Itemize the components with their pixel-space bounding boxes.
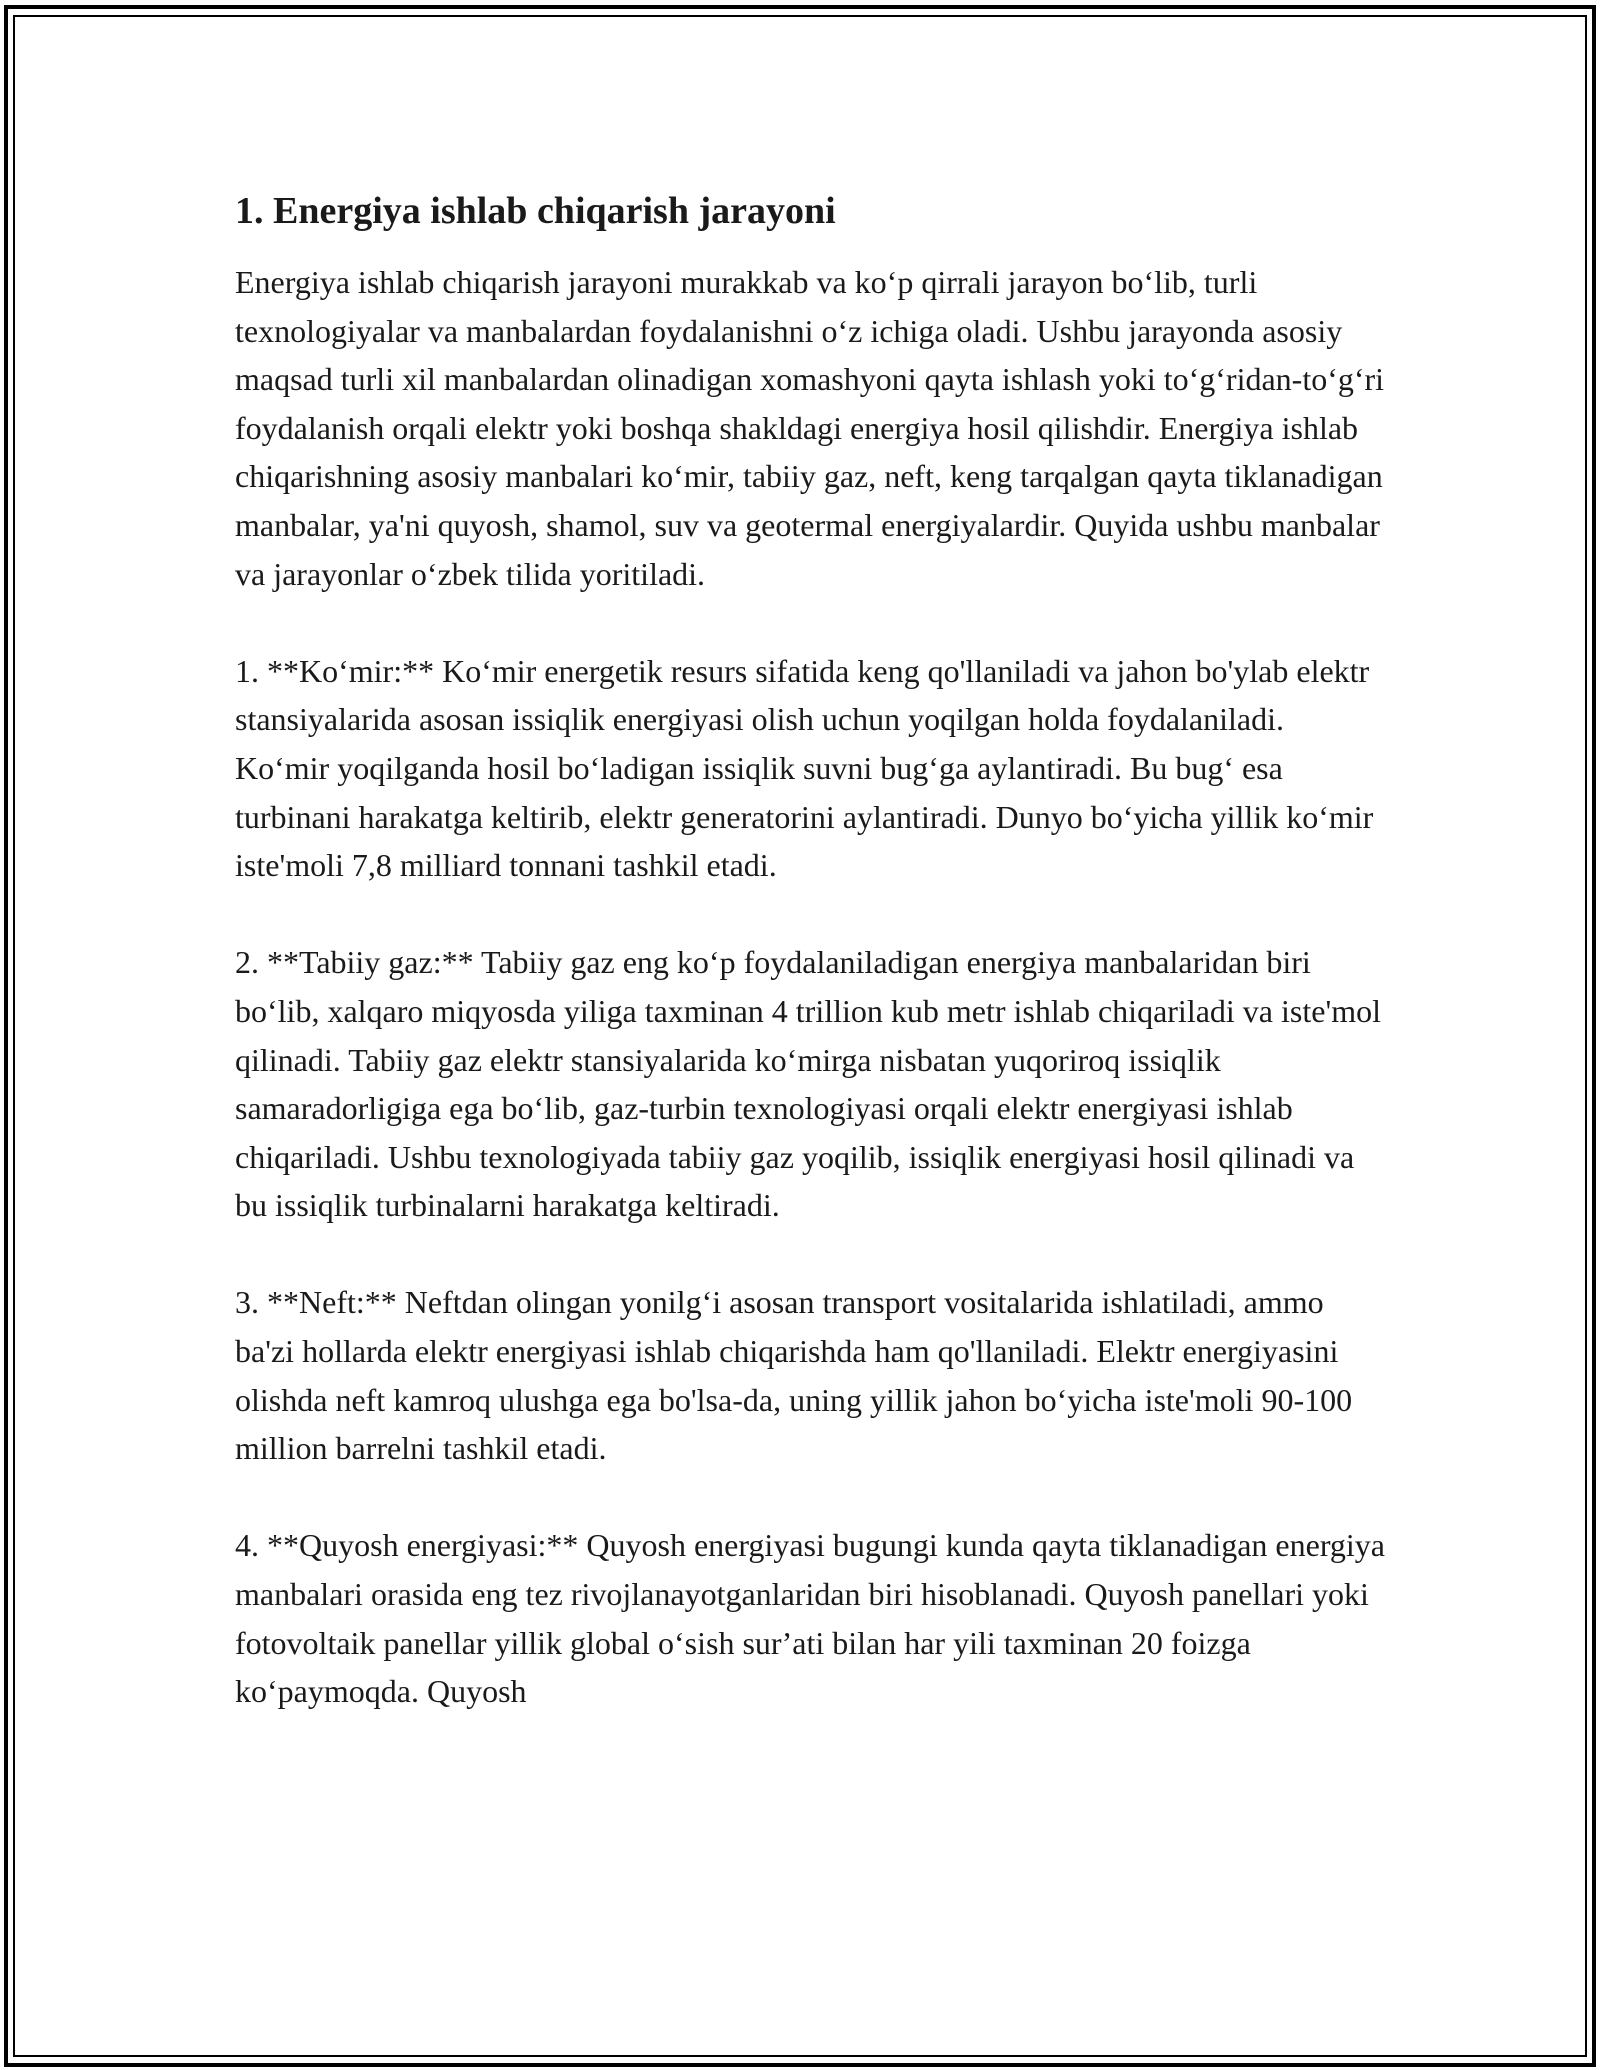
document-body bbox=[235, 186, 1385, 1764]
natural-gas-paragraph: 2. **Tabiiy gaz:** Tabiiy gaz eng koʻp foydalaniladigan energiya manbalaridan biri boʻlib, xalqaro miqyosda yiliga taxminan 4 trillion kub metr ishlab chiqariladi va iste'mol qilinadi. Tabiiy gaz elektr stansiyalarida koʻmirga nisbatan yuqoriroq issiqlik samaradorligiga ega boʻlib, gaz-turbin texnologiyasi orqali elektr energiyasi ishlab chiqariladi. Ushbu texnologiyada tabiiy gaz yoqilib, issiqlik energiyasi hosil qilinadi va bu issiqlik turbinalarni harakatga keltiradi. bbox=[235, 944, 1381, 1224]
page-title: 1. Energiya ishlab chiqarish jarayoni bbox=[235, 190, 836, 232]
solar-energy-paragraph: 4. **Quyosh energiyasi:** Quyosh energiyasi bugungi kunda qayta tiklanadigan energiya manbalari orasida eng tez rivojlanayotganlaridan biri hisoblanadi. Quyosh panellari yoki fotovoltaik panellar yillik global oʻsish surʼati bilan har yili taxminan 20 foizga koʻpaymoqda. Quyosh bbox=[235, 1527, 1385, 1710]
intro-paragraph: Energiya ishlab chiqarish jarayoni murakkab va koʻp qirrali jarayon boʻlib, turli texnologiyalar va manbalardan foydalanishni oʻz ichiga oladi. Ushbu jarayonda asosiy maqsad turli xil manbalardan olinadigan xomashyoni qayta ishlash yoki toʻgʻridan-toʻgʻri foydalanish orqali elektr yoki boshqa shakldagi energiya hosil qilishdir. Energiya ishlab chiqarishning asosiy manbalari koʻmir, tabiiy gaz, neft, keng tarqalgan qayta tiklanadigan manbalar, ya'ni quyosh, shamol, suv va geotermal energiyalardir. Quyida ushbu manbalar va jarayonlar oʻzbek tilida yoritiladi. bbox=[235, 264, 1385, 592]
oil-paragraph: 3. **Neft:** Neftdan olingan yonilgʻi asosan transport vositalarida ishlatiladi, ammo ba'zi hollarda elektr energiyasi ishlab chiqarishda ham qo'llaniladi. Elektr energiyasini olishda neft kamroq ulushga ega bo'lsa-da, uning yillik jahon boʻyicha iste'moli 90-100 million barrelni tashkil etadi. bbox=[235, 1284, 1353, 1467]
coal-paragraph: 1. **Koʻmir:** Koʻmir energetik resurs sifatida keng qo'llaniladi va jahon bo'ylab elektr stansiyalarida asosan issiqlik energiyasi olish uchun yoqilgan holda foydalaniladi. Koʻmir yoqilganda hosil boʻladigan issiqlik suvni bugʻga aylantiradi. Bu bugʻ esa turbinani harakatga keltirib, elektr generatorini aylantiradi. Dunyo boʻyicha yillik koʻmir iste'moli 7,8 milliard tonnani tashkil etadi. bbox=[235, 652, 1374, 884]
